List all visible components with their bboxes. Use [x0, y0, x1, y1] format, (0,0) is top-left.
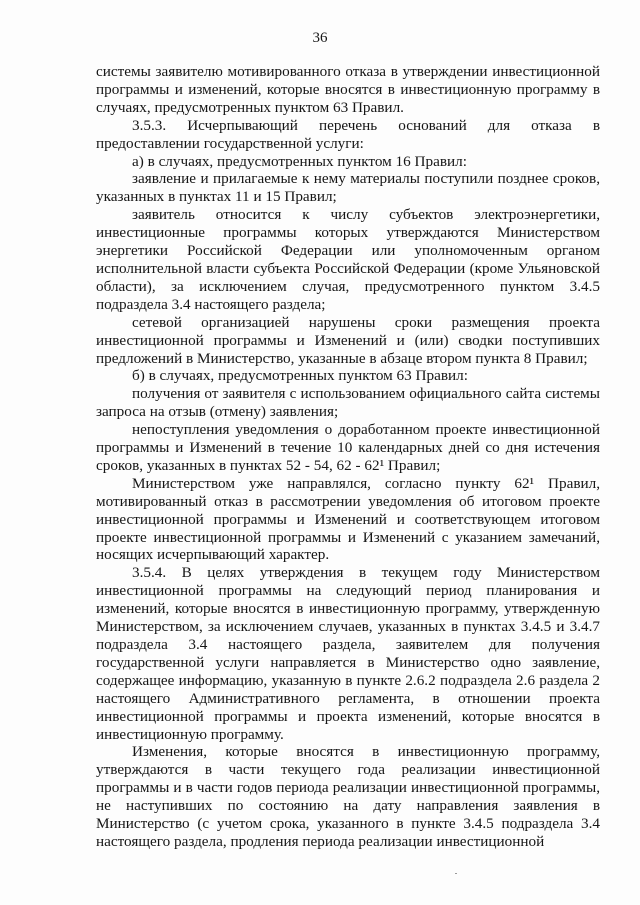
paragraph: Изменения, которые вносятся в инвестиционную программу, утверждаются в части текущего года реализации инвестиционной программы и в части годов периода реализации инвестиционной программы, не наступивших по состоянию на дату направления заявления в Министерство (с учетом срока, указанного в пункте 3.4.5 подраздела 3.4 настоящего раздела, продления периода реализации инвестиционной	[96, 743, 600, 850]
paragraph: заявление и прилагаемые к нему материалы поступили позднее сроков, указанных в пунктах 11 и 15 Правил;	[96, 170, 600, 206]
paragraph: сетевой организацией нарушены сроки размещения проекта инвестиционной программы и Изменений и (или) сводки поступивших предложений в Министерство, указанные в абзаце втором пункта 8 Правил;	[96, 313, 600, 367]
paragraph: Министерством уже направлялся, согласно пункту 62¹ Правил, мотивированный отказ в рассмотрении уведомления об итоговом проекте инвестиционной программы и Изменений и соответствующем итоговом проекте инвестиционной программы и Изменений с указанием замечаний, носящих исчерпывающий характер.	[96, 474, 600, 564]
paragraph: системы заявителю мотивированного отказа в утверждении инвестиционной программы и изменений, которые вносятся в инвестиционную программу в случаях, предусмотренных пунктом 63 Правил.	[96, 63, 600, 116]
paragraph: 3.5.3. Исчерпывающий перечень оснований для отказа в предоставлении государственной услуги:	[96, 116, 600, 152]
paragraph: заявитель относится к числу субъектов электроэнергетики, инвестиционные программы которых утверждаются Министерством энергетики Российской Федерации или уполномоченным органом исполнительной власти субъекта Российской Федерации (кроме Ульяновской области), за исключением случая, предусмотренного пунктом 3.4.5 подраздела 3.4 настоящего раздела;	[96, 206, 600, 313]
scan-speck	[455, 873, 457, 874]
paragraph: б) в случаях, предусмотренных пунктом 63 Правил:	[132, 367, 468, 385]
paragraph: 3.5.4. В целях утверждения в текущем году Министерством инвестиционной программы на следующий период планирования и изменений, которые вносятся в инвестиционную программу, утвержденную Министерством, за исключением случаев, указанных в пунктах 3.4.5 и 3.4.7 подраздела 3.4 настоящего раздела, заявителем для получения государственной услуги направляется в Министерство одно заявление, содержащее информацию, указанную в пункте 2.6.2 подраздела 2.6 раздела 2 настоящего Административного регламента, в отношении проекта инвестиционной программы и проекта изменений, которые вносятся в инвестиционную программу.	[96, 564, 600, 743]
page-number: 36	[312, 30, 328, 46]
paragraph: непоступления уведомления о доработанном проекте инвестиционной программы и Изменений в течение 10 календарных дней со дня истечения сроков, указанных в пунктах 52 - 54, 62 - 62¹ Правил;	[96, 421, 600, 474]
paragraph: получения от заявителя с использованием официального сайта системы запроса на отзыв (отмену) заявления;	[96, 385, 600, 421]
document-body	[96, 63, 600, 851]
paragraph: а) в случаях, предусмотренных пунктом 16 Правил:	[132, 152, 467, 170]
